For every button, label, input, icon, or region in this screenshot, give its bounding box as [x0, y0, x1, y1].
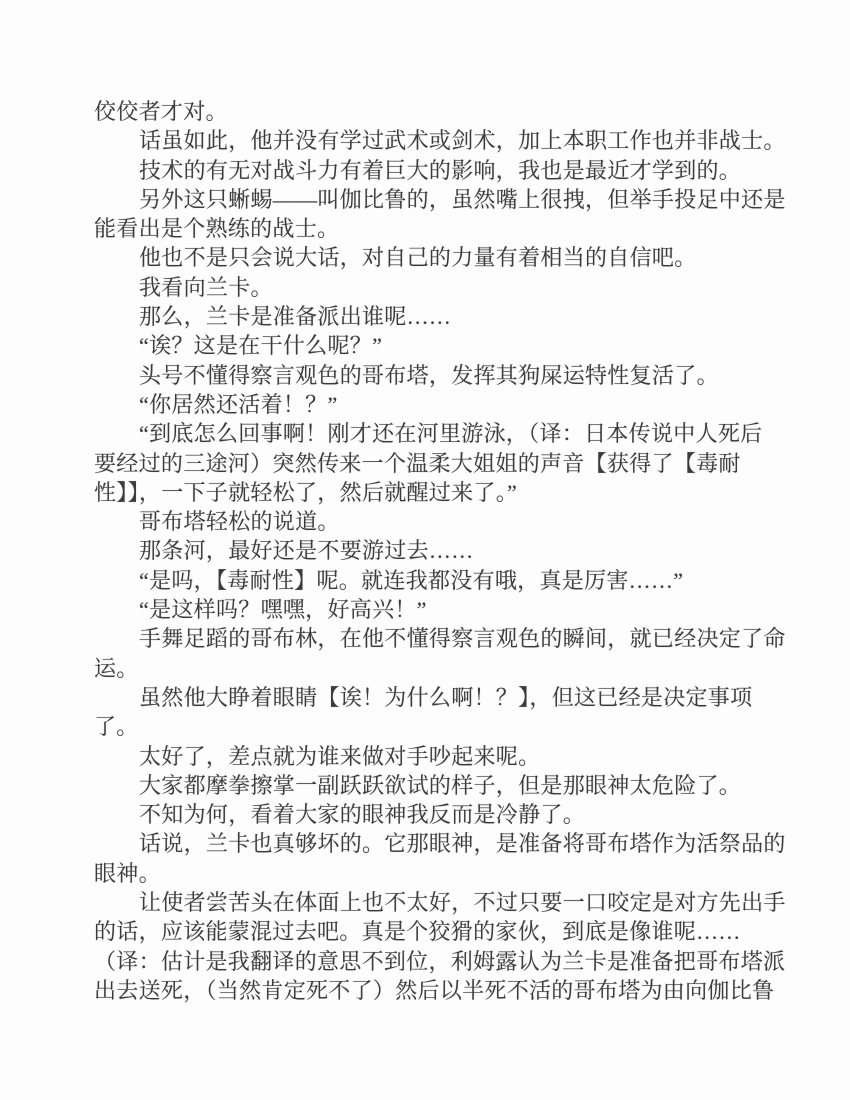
text-line: 性】】，一下子就轻松了，然后就醒过来了。”: [94, 479, 518, 505]
text-line: 那条河，最好还是不要游过去……: [139, 538, 474, 564]
text-line: 虽然他大睁着眼睛【诶！为什么啊！？】，但这已经是决定事项: [139, 684, 753, 710]
text-line: 眼神。: [94, 860, 161, 886]
text-line: 那么，兰卡是准备派出谁呢……: [139, 304, 452, 330]
text-line: “是这样吗？嘿嘿，好高兴！”: [139, 597, 427, 623]
text-line: 另外这只蜥蜴——叫伽比鲁的，虽然嘴上很拽，但举手投足中还是: [139, 186, 786, 212]
text-line: “到底怎么回事啊！刚才还在河里游泳，（译：日本传说中人死后: [139, 421, 763, 447]
text-line: 技术的有无对战斗力有着巨大的影响，我也是最近才学到的。: [139, 157, 742, 183]
text-line: 太好了，差点就为谁来做对手吵起来呢。: [139, 743, 541, 769]
text-line: 话说，兰卡也真够坏的。它那眼神，是准备将哥布塔作为活祭品的: [139, 831, 786, 857]
text-line: 出去送死，（当然肯定死不了）然后以半死不活的哥布塔为由向伽比鲁: [94, 977, 775, 1003]
text-line: 话虽如此，他并没有学过武术或剑术，加上本职工作也并非战士。: [139, 128, 786, 154]
text-line: 要经过的三途河）突然传来一个温柔大姐姐的声音【获得了【毒耐: [94, 450, 741, 476]
text-line: 不知为何，看着大家的眼神我反而是冷静了。: [139, 802, 586, 828]
text-line: 头号不懂得察言观色的哥布塔，发挥其狗屎运特性复活了。: [139, 362, 719, 388]
text-line: 能看出是个熟练的战士。: [94, 216, 340, 242]
text-line: 的话，应该能蒙混过去吧。真是个狡猾的家伙，到底是像谁呢……: [94, 919, 741, 945]
text-line: 佼佼者才对。: [94, 99, 228, 124]
text-line: “你居然还活着！？”: [139, 391, 338, 417]
text-line: 我看向兰卡。: [139, 274, 273, 300]
text-line: 运。: [94, 655, 139, 681]
text-line: 大家都摩拳擦掌一副跃跃欲试的样子，但是那眼神太危险了。: [139, 772, 742, 798]
text-line: “是吗，【毒耐性】呢。就连我都没有哦，真是厉害……”: [139, 567, 684, 593]
text-line: 他也不是只会说大话，对自己的力量有着相当的自信吧。: [139, 245, 697, 271]
text-line: 了。: [94, 714, 139, 740]
text-line: （译：估计是我翻译的意思不到位，利姆露认为兰卡是准备把哥布塔派: [94, 948, 786, 974]
text-line: “诶？这是在干什么呢？”: [139, 333, 383, 359]
page-text: [94, 97, 799, 1005]
text-line: 哥布塔轻松的说道。: [139, 509, 340, 535]
text-line: 让使者尝苦头在体面上也不太好，不过只要一口咬定是对方先出手: [139, 890, 786, 916]
text-line: 手舞足蹈的哥布林，在他不懂得察言观色的瞬间，就已经决定了命: [139, 626, 786, 652]
